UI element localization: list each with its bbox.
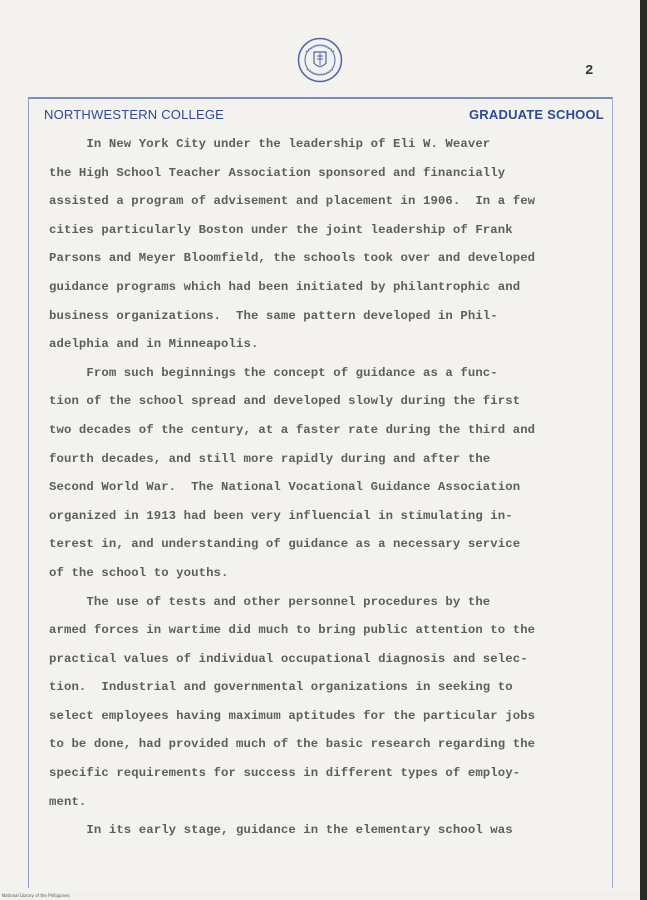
text-line: specific requirements for success in different types of employ- [49, 766, 521, 781]
text-line: organized in 1913 had been very influencial in stimulating in- [49, 508, 513, 523]
text-line: two decades of the century, at a faster rate during the third and [49, 422, 536, 437]
text-line: From such beginnings the concept of guidance as a func- [49, 365, 498, 380]
text-line: to be done, had provided much of the basic research regarding the [49, 737, 536, 752]
scan-footer: National Library of the Philippines [2, 893, 70, 898]
text-line: practical values of individual occupational diagnosis and selec- [49, 651, 528, 666]
text-line: tion. Industrial and governmental organizations in seeking to [49, 680, 513, 695]
text-line: of the school to youths. [49, 565, 229, 580]
college-seal-logo [297, 37, 343, 83]
text-line: tion of the school spread and developed slowly during the first [49, 394, 521, 409]
text-line: the High School Teacher Association sponsored and financially [49, 165, 506, 180]
college-name: NORTHWESTERN COLLEGE [44, 107, 225, 122]
text-line: guidance programs which had been initiated by philantrophic and [49, 279, 521, 294]
text-line: assisted a program of advisement and placement in 1906. In a few [49, 194, 536, 209]
text-line: business organizations. The same pattern developed in Phil- [49, 308, 498, 323]
scan-edge [640, 0, 647, 900]
text-line: terest in, and understanding of guidance as a necessary service [49, 537, 521, 552]
text-line: The use of tests and other personnel procedures by the [49, 594, 491, 609]
text-line: select employees having maximum aptitudes for the particular jobs [49, 708, 536, 723]
text-line: armed forces in wartime did much to bring public attention to the [49, 623, 536, 638]
text-line: adelphia and in Minneapolis. [49, 337, 259, 352]
document-body [49, 130, 613, 845]
text-line: fourth decades, and still more rapidly during and after the [49, 451, 491, 466]
school-name: GRADUATE SCHOOL [469, 107, 604, 122]
page-number: 2 [585, 63, 594, 79]
text-line: In New York City under the leadership of Eli W. Weaver [49, 137, 491, 151]
text-line: ment. [49, 794, 87, 809]
text-line: Parsons and Meyer Bloomfield, the schools took over and developed [49, 251, 536, 266]
text-line: In its early stage, guidance in the elementary school was [49, 823, 513, 838]
text-line: Second World War. The National Vocational Guidance Association [49, 480, 521, 495]
text-line: cities particularly Boston under the joint leadership of Frank [49, 222, 513, 237]
